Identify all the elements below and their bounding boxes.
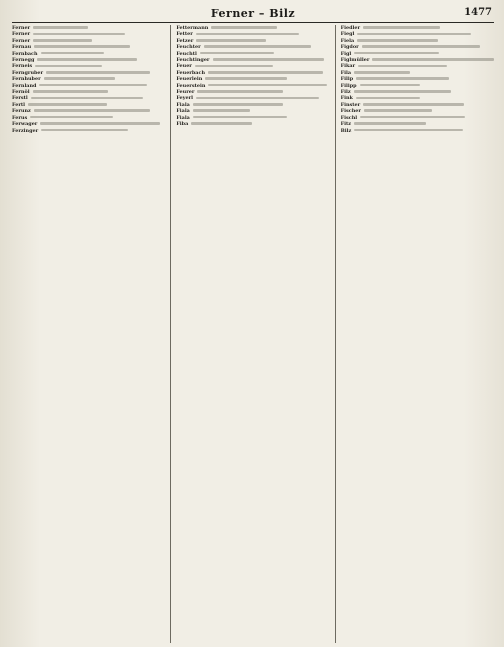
illegible-text-placeholder — [37, 58, 137, 61]
directory-column-2 — [176, 25, 329, 643]
directory-entry — [341, 44, 494, 50]
illegible-text-placeholder — [193, 109, 250, 112]
illegible-text-placeholder — [360, 84, 420, 87]
illegible-text-placeholder — [211, 26, 277, 29]
entry-surname: Feurer — [176, 89, 195, 96]
illegible-text-placeholder — [39, 84, 147, 87]
illegible-text-placeholder — [364, 109, 432, 112]
illegible-text-placeholder — [30, 116, 113, 119]
entry-surname: Fiala — [176, 108, 190, 115]
illegible-text-placeholder — [44, 77, 115, 80]
illegible-text-placeholder — [34, 45, 130, 48]
illegible-text-placeholder — [362, 45, 480, 48]
illegible-text-placeholder — [360, 116, 465, 119]
illegible-text-placeholder — [354, 52, 439, 55]
illegible-text-placeholder — [354, 90, 451, 93]
entry-surname: Fernland — [12, 82, 37, 89]
illegible-text-placeholder — [193, 103, 283, 106]
entry-surname: Fernau — [12, 44, 32, 51]
entry-surname: Feuer — [176, 63, 192, 70]
entry-surname: Fettermann — [176, 25, 209, 31]
entry-surname: Fiala — [176, 114, 190, 121]
illegible-text-placeholder — [208, 84, 327, 87]
entry-surname: Feuchter — [176, 44, 201, 51]
illegible-text-placeholder — [205, 77, 287, 80]
entry-surname: Feuerstein — [176, 82, 206, 89]
illegible-text-placeholder — [356, 77, 449, 80]
column-divider — [170, 25, 171, 643]
directory-columns — [12, 25, 494, 643]
illegible-text-placeholder — [46, 71, 150, 74]
illegible-text-placeholder — [196, 97, 319, 100]
entry-surname: Fiedler — [340, 25, 361, 31]
illegible-text-placeholder — [34, 109, 150, 112]
entry-surname: Fikar — [340, 63, 356, 70]
illegible-text-placeholder — [33, 39, 92, 42]
entry-surname: Fetter — [176, 31, 193, 38]
illegible-text-placeholder — [354, 71, 410, 74]
entry-surname: Fetzer — [176, 37, 194, 44]
illegible-text-placeholder — [358, 65, 447, 68]
directory-entry — [176, 44, 329, 50]
entry-surname: Filz — [340, 89, 351, 96]
illegible-text-placeholder — [363, 26, 440, 29]
directory-entry — [12, 108, 165, 114]
entry-surname: Figdor — [340, 44, 359, 51]
entry-surname: Ferzinger — [12, 127, 39, 134]
directory-entry — [12, 95, 165, 101]
entry-surname: Feuerbach — [176, 69, 206, 76]
directory-entry — [176, 95, 329, 101]
illegible-text-placeholder — [354, 122, 426, 125]
directory-entry — [341, 31, 494, 37]
illegible-text-placeholder — [31, 97, 143, 100]
entry-surname: Finster — [340, 101, 361, 108]
entry-surname: Fiela — [340, 37, 355, 44]
entry-surname: Fischl — [340, 114, 358, 121]
entry-surname: Ferstl — [12, 95, 28, 102]
illegible-text-placeholder — [197, 90, 283, 93]
illegible-text-placeholder — [40, 122, 160, 125]
illegible-text-placeholder — [33, 90, 108, 93]
entry-surname: Ferngruber — [12, 69, 44, 76]
entry-surname: Ferner — [12, 31, 31, 38]
directory-entry — [176, 121, 329, 127]
entry-surname: Fiala — [176, 101, 190, 108]
entry-surname: Fernegg — [12, 57, 35, 64]
entry-surname: Ferner — [12, 37, 31, 44]
entry-surname: Fischer — [340, 108, 361, 115]
illegible-text-placeholder — [41, 52, 104, 55]
entry-surname: Fernbach — [12, 50, 38, 57]
directory-entry — [12, 128, 165, 134]
entry-surname: Feuchtl — [176, 50, 197, 57]
entry-surname: Filipp — [340, 82, 357, 89]
entry-surname: Feyerl — [176, 95, 194, 102]
entry-surname: Filip — [340, 76, 354, 83]
illegible-text-placeholder — [357, 39, 438, 42]
running-head: Ferner – Bilz — [210, 7, 296, 20]
column-divider — [335, 25, 336, 643]
page-header — [12, 6, 494, 23]
entry-surname: Feuchtinger — [176, 57, 210, 64]
entry-surname: Ferunz — [12, 108, 31, 115]
entry-surname: Fernhuber — [12, 76, 41, 83]
illegible-text-placeholder — [208, 71, 323, 74]
entry-surname: Fertl — [12, 101, 26, 108]
illegible-text-placeholder — [35, 65, 102, 68]
illegible-text-placeholder — [354, 129, 463, 132]
illegible-text-placeholder — [191, 122, 252, 125]
entry-surname: Ferus — [12, 114, 28, 121]
entry-surname: Fiegl — [340, 31, 355, 38]
entry-surname: Ferneis — [12, 63, 33, 70]
illegible-text-placeholder — [28, 103, 107, 106]
entry-surname: Figl — [340, 50, 352, 57]
entry-surname: Bilz — [340, 127, 352, 134]
illegible-text-placeholder — [196, 39, 266, 42]
illegible-text-placeholder — [204, 45, 311, 48]
illegible-text-placeholder — [363, 103, 464, 106]
entry-surname: Figlmüller — [340, 57, 370, 64]
entry-surname: Ferwager — [12, 121, 38, 128]
directory-column-3 — [341, 25, 494, 643]
entry-surname: Feuerlein — [176, 76, 203, 83]
illegible-text-placeholder — [213, 58, 324, 61]
directory-column-1 — [12, 25, 165, 643]
illegible-text-placeholder — [372, 58, 494, 61]
entry-surname: Ferner — [12, 25, 31, 31]
illegible-text-placeholder — [33, 33, 125, 36]
page-number: 1477 — [464, 7, 492, 18]
illegible-text-placeholder — [357, 33, 471, 36]
illegible-text-placeholder — [193, 116, 287, 119]
directory-entry — [341, 128, 494, 134]
entry-surname: Fink — [340, 95, 353, 102]
illegible-text-placeholder — [195, 65, 273, 68]
entry-surname: Fiba — [176, 121, 189, 128]
illegible-text-placeholder — [33, 26, 88, 29]
entry-surname: Fitz — [340, 121, 352, 128]
illegible-text-placeholder — [356, 97, 420, 100]
illegible-text-placeholder — [200, 52, 274, 55]
entry-surname: Fila — [340, 69, 352, 76]
entry-surname: Fernöl — [12, 89, 30, 96]
illegible-text-placeholder — [41, 129, 128, 132]
illegible-text-placeholder — [196, 33, 299, 36]
